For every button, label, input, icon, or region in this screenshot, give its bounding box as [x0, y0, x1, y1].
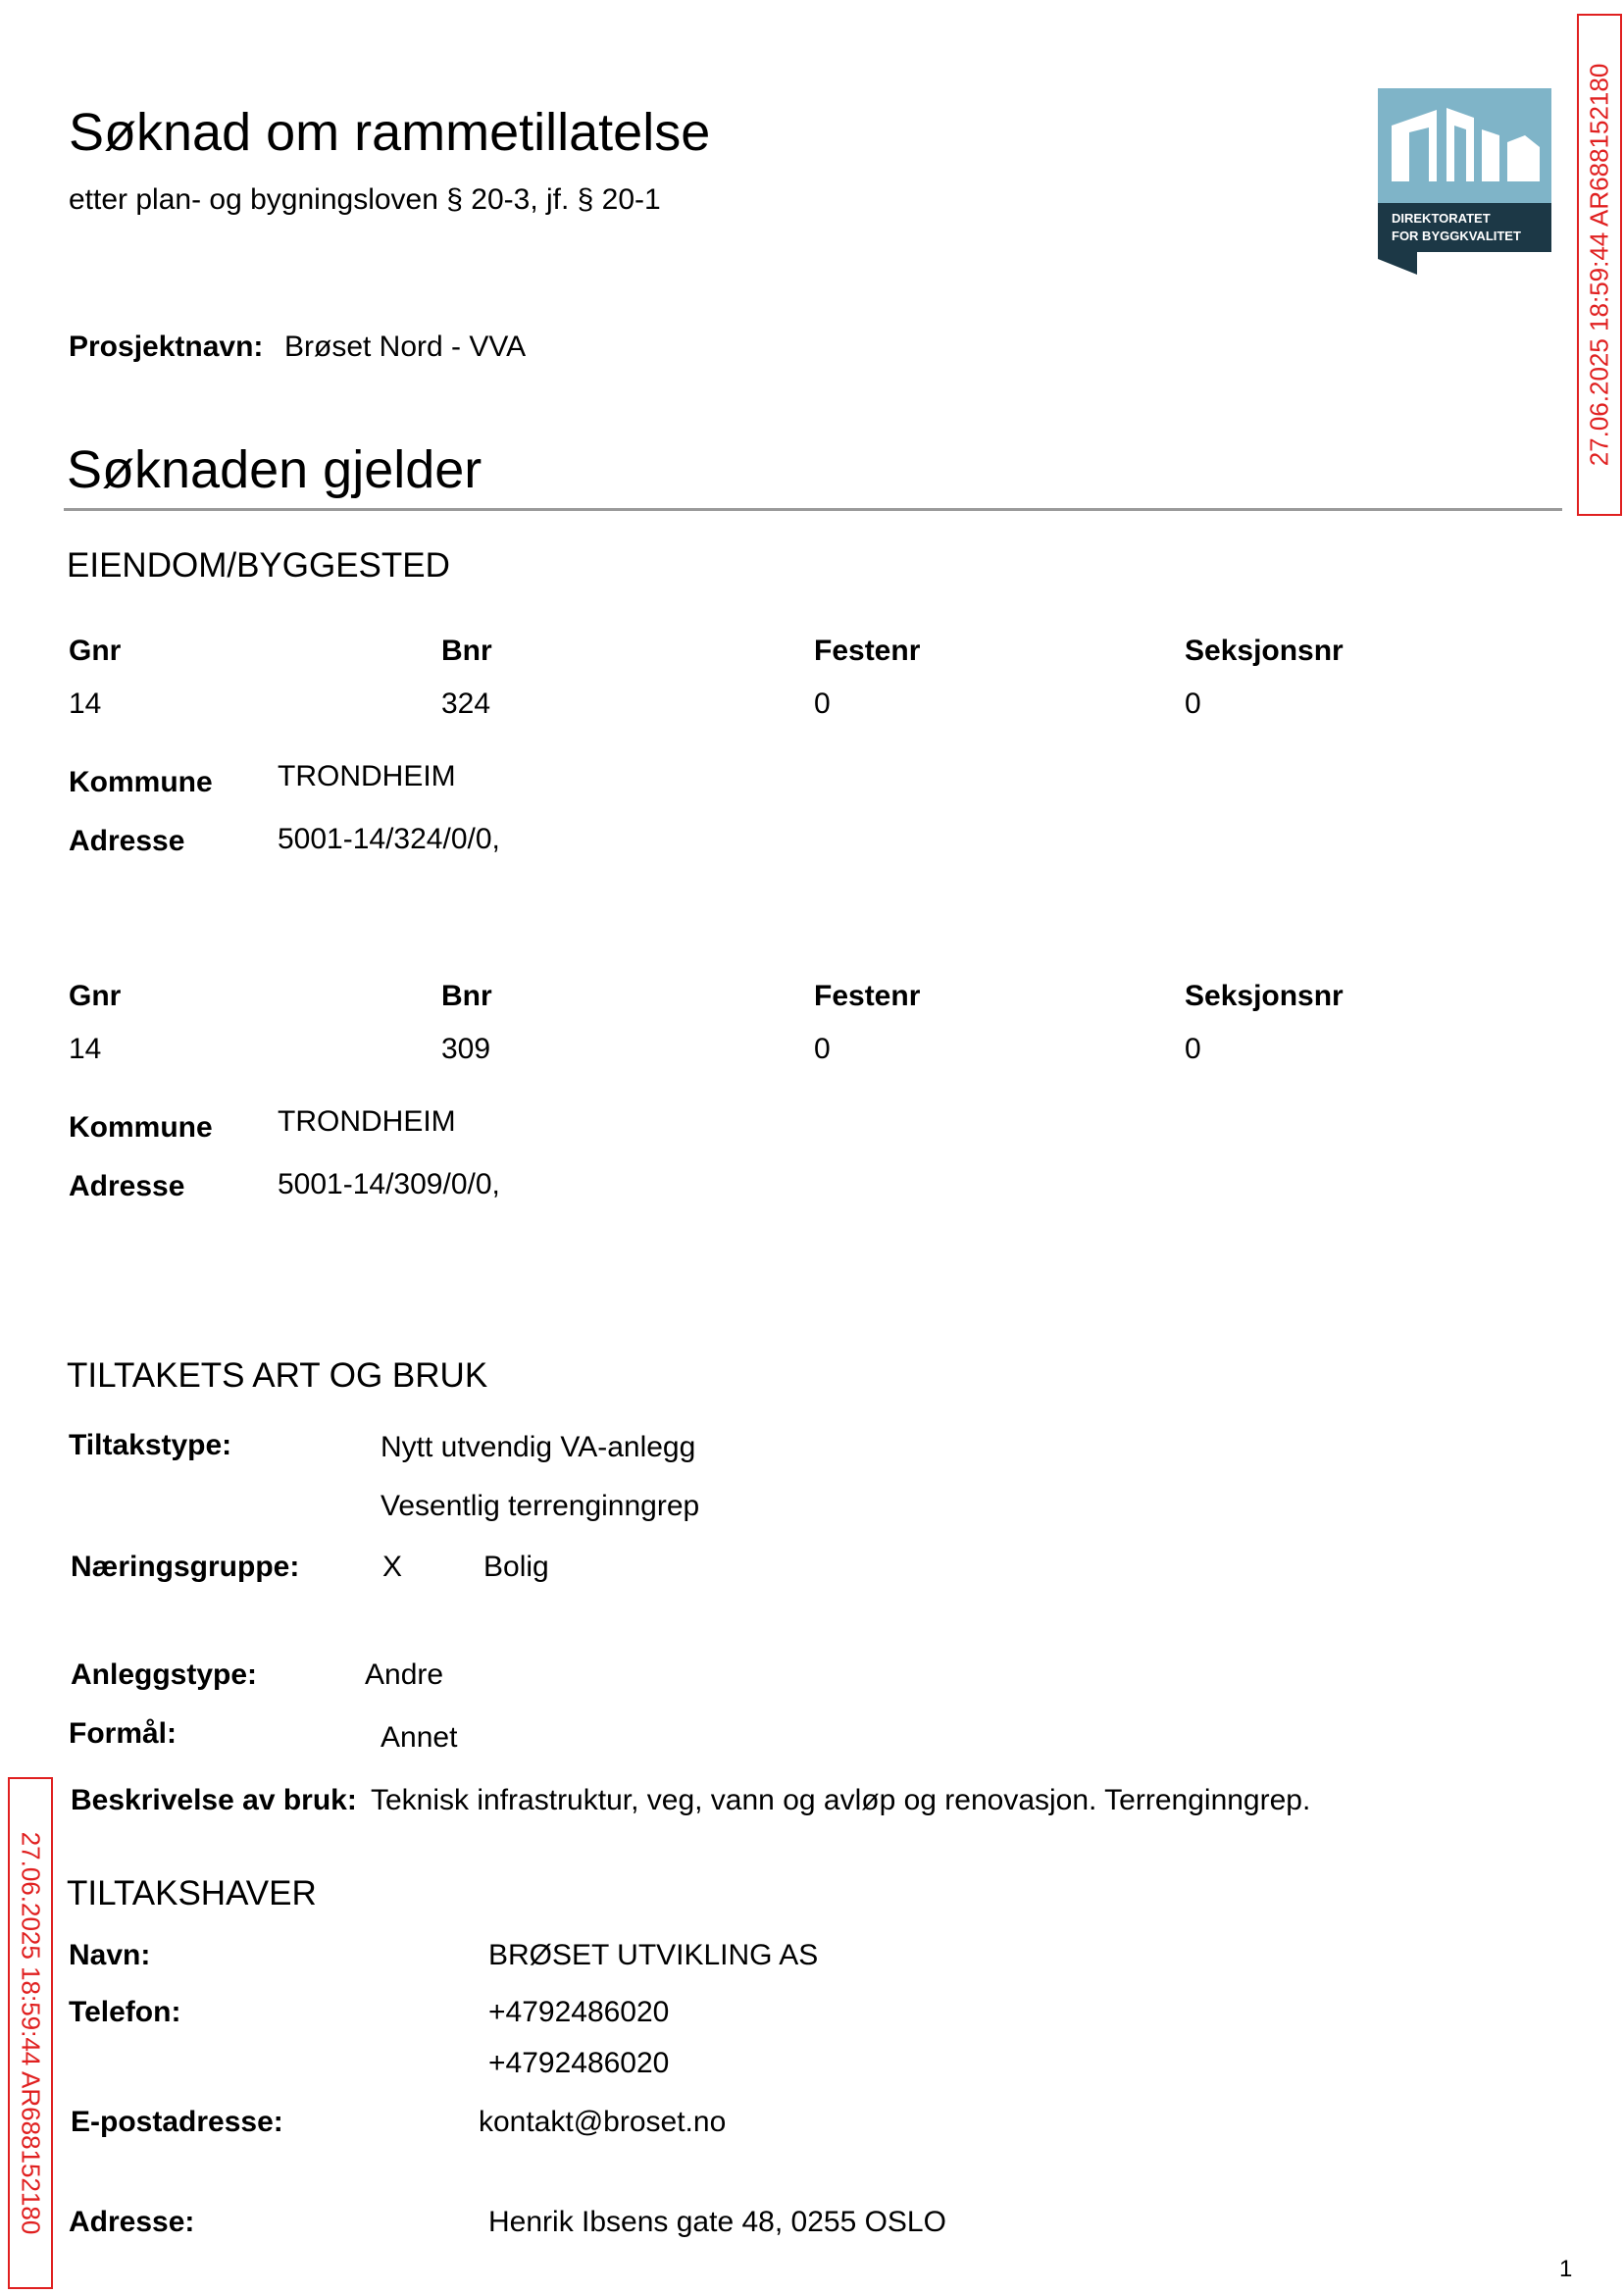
document-title: Søknad om rammetillatelse: [69, 103, 711, 162]
archive-stamp: [1577, 14, 1622, 516]
application-heading: Søknaden gjelder: [67, 440, 482, 499]
facility-type-value: Andre: [365, 1658, 444, 1691]
bnr-label: Bnr: [441, 980, 492, 1012]
archive-stamp-text: 27.06.2025 18:59:44 AR688152180: [16, 1831, 46, 2235]
owner-address-value: Henrik Ibsens gate 48, 0255 OSLO: [488, 2206, 946, 2238]
owner-address-label: Adresse:: [69, 2206, 195, 2238]
usage-description-value: Teknisk infrastruktur, veg, vann og avløp og renovasjon. Terrenginngrep.: [371, 1784, 1311, 1816]
seksjonsnr-label: Seksjonsnr: [1185, 980, 1344, 1012]
measure-heading: TILTAKETS ART OG BRUK: [67, 1356, 488, 1395]
industry-group-name: Bolig: [483, 1551, 549, 1583]
project-name-value: Brøset Nord - VVA: [284, 331, 527, 363]
bnr-label: Bnr: [441, 635, 492, 667]
adresse-label: Adresse: [69, 825, 185, 857]
heading-divider: [64, 508, 1562, 511]
dibk-logo: [1378, 88, 1551, 275]
usage-description-label: Beskrivelse av bruk:: [71, 1784, 357, 1816]
logo-text-line2: FOR BYGGKVALITET: [1392, 229, 1521, 243]
festenr-label: Festenr: [814, 635, 921, 667]
industry-group-label: Næringsgruppe:: [71, 1551, 300, 1583]
gnr-label: Gnr: [69, 635, 122, 667]
page-number: 1: [1559, 2256, 1573, 2282]
owner-email-value: kontakt@broset.no: [479, 2106, 727, 2138]
industry-group-code: X: [382, 1551, 403, 1583]
kommune-value: TRONDHEIM: [278, 760, 456, 792]
measure-type-value: Vesentlig terrenginngrep: [381, 1490, 700, 1522]
dibk-logo-graphic: [1378, 88, 1551, 275]
gnr-value: 14: [69, 1033, 102, 1065]
festenr-value: 0: [814, 1033, 831, 1065]
project-name-label: Prosjektnavn:: [69, 331, 264, 363]
archive-stamp: [8, 1777, 53, 2289]
owner-phone-value: +4792486020: [488, 1996, 670, 2028]
owner-phone-label: Telefon:: [69, 1996, 181, 2028]
adresse-value: 5001-14/309/0/0,: [278, 1168, 500, 1200]
adresse-value: 5001-14/324/0/0,: [278, 823, 500, 855]
adresse-label: Adresse: [69, 1170, 185, 1202]
gnr-value: 14: [69, 688, 102, 720]
owner-name-label: Navn:: [69, 1939, 151, 1971]
festenr-label: Festenr: [814, 980, 921, 1012]
seksjonsnr-value: 0: [1185, 688, 1201, 720]
facility-type-label: Anleggstype:: [71, 1658, 258, 1691]
kommune-label: Kommune: [69, 766, 213, 798]
owner-name-value: BRØSET UTVIKLING AS: [488, 1939, 819, 1971]
measure-type-value: Nytt utvendig VA-anlegg: [381, 1431, 696, 1463]
logo-text-line1: DIREKTORATET: [1392, 211, 1491, 226]
bnr-value: 324: [441, 688, 491, 720]
kommune-value: TRONDHEIM: [278, 1105, 456, 1138]
purpose-label: Formål:: [69, 1717, 178, 1750]
owner-email-label: E-postadresse:: [71, 2106, 283, 2138]
bnr-value: 309: [441, 1033, 491, 1065]
purpose-value: Annet: [381, 1721, 458, 1754]
archive-stamp-text: 27.06.2025 18:59:44 AR688152180: [1584, 63, 1614, 467]
document-subtitle: etter plan- og bygningsloven § 20-3, jf. § 20-1: [69, 183, 661, 216]
seksjonsnr-label: Seksjonsnr: [1185, 635, 1344, 667]
measure-type-label: Tiltakstype:: [69, 1429, 232, 1461]
gnr-label: Gnr: [69, 980, 122, 1012]
seksjonsnr-value: 0: [1185, 1033, 1201, 1065]
festenr-value: 0: [814, 688, 831, 720]
owner-phone-value: +4792486020: [488, 2047, 670, 2079]
kommune-label: Kommune: [69, 1111, 213, 1144]
owner-heading: TILTAKSHAVER: [67, 1874, 317, 1912]
property-heading: EIENDOM/BYGGESTED: [67, 546, 450, 585]
